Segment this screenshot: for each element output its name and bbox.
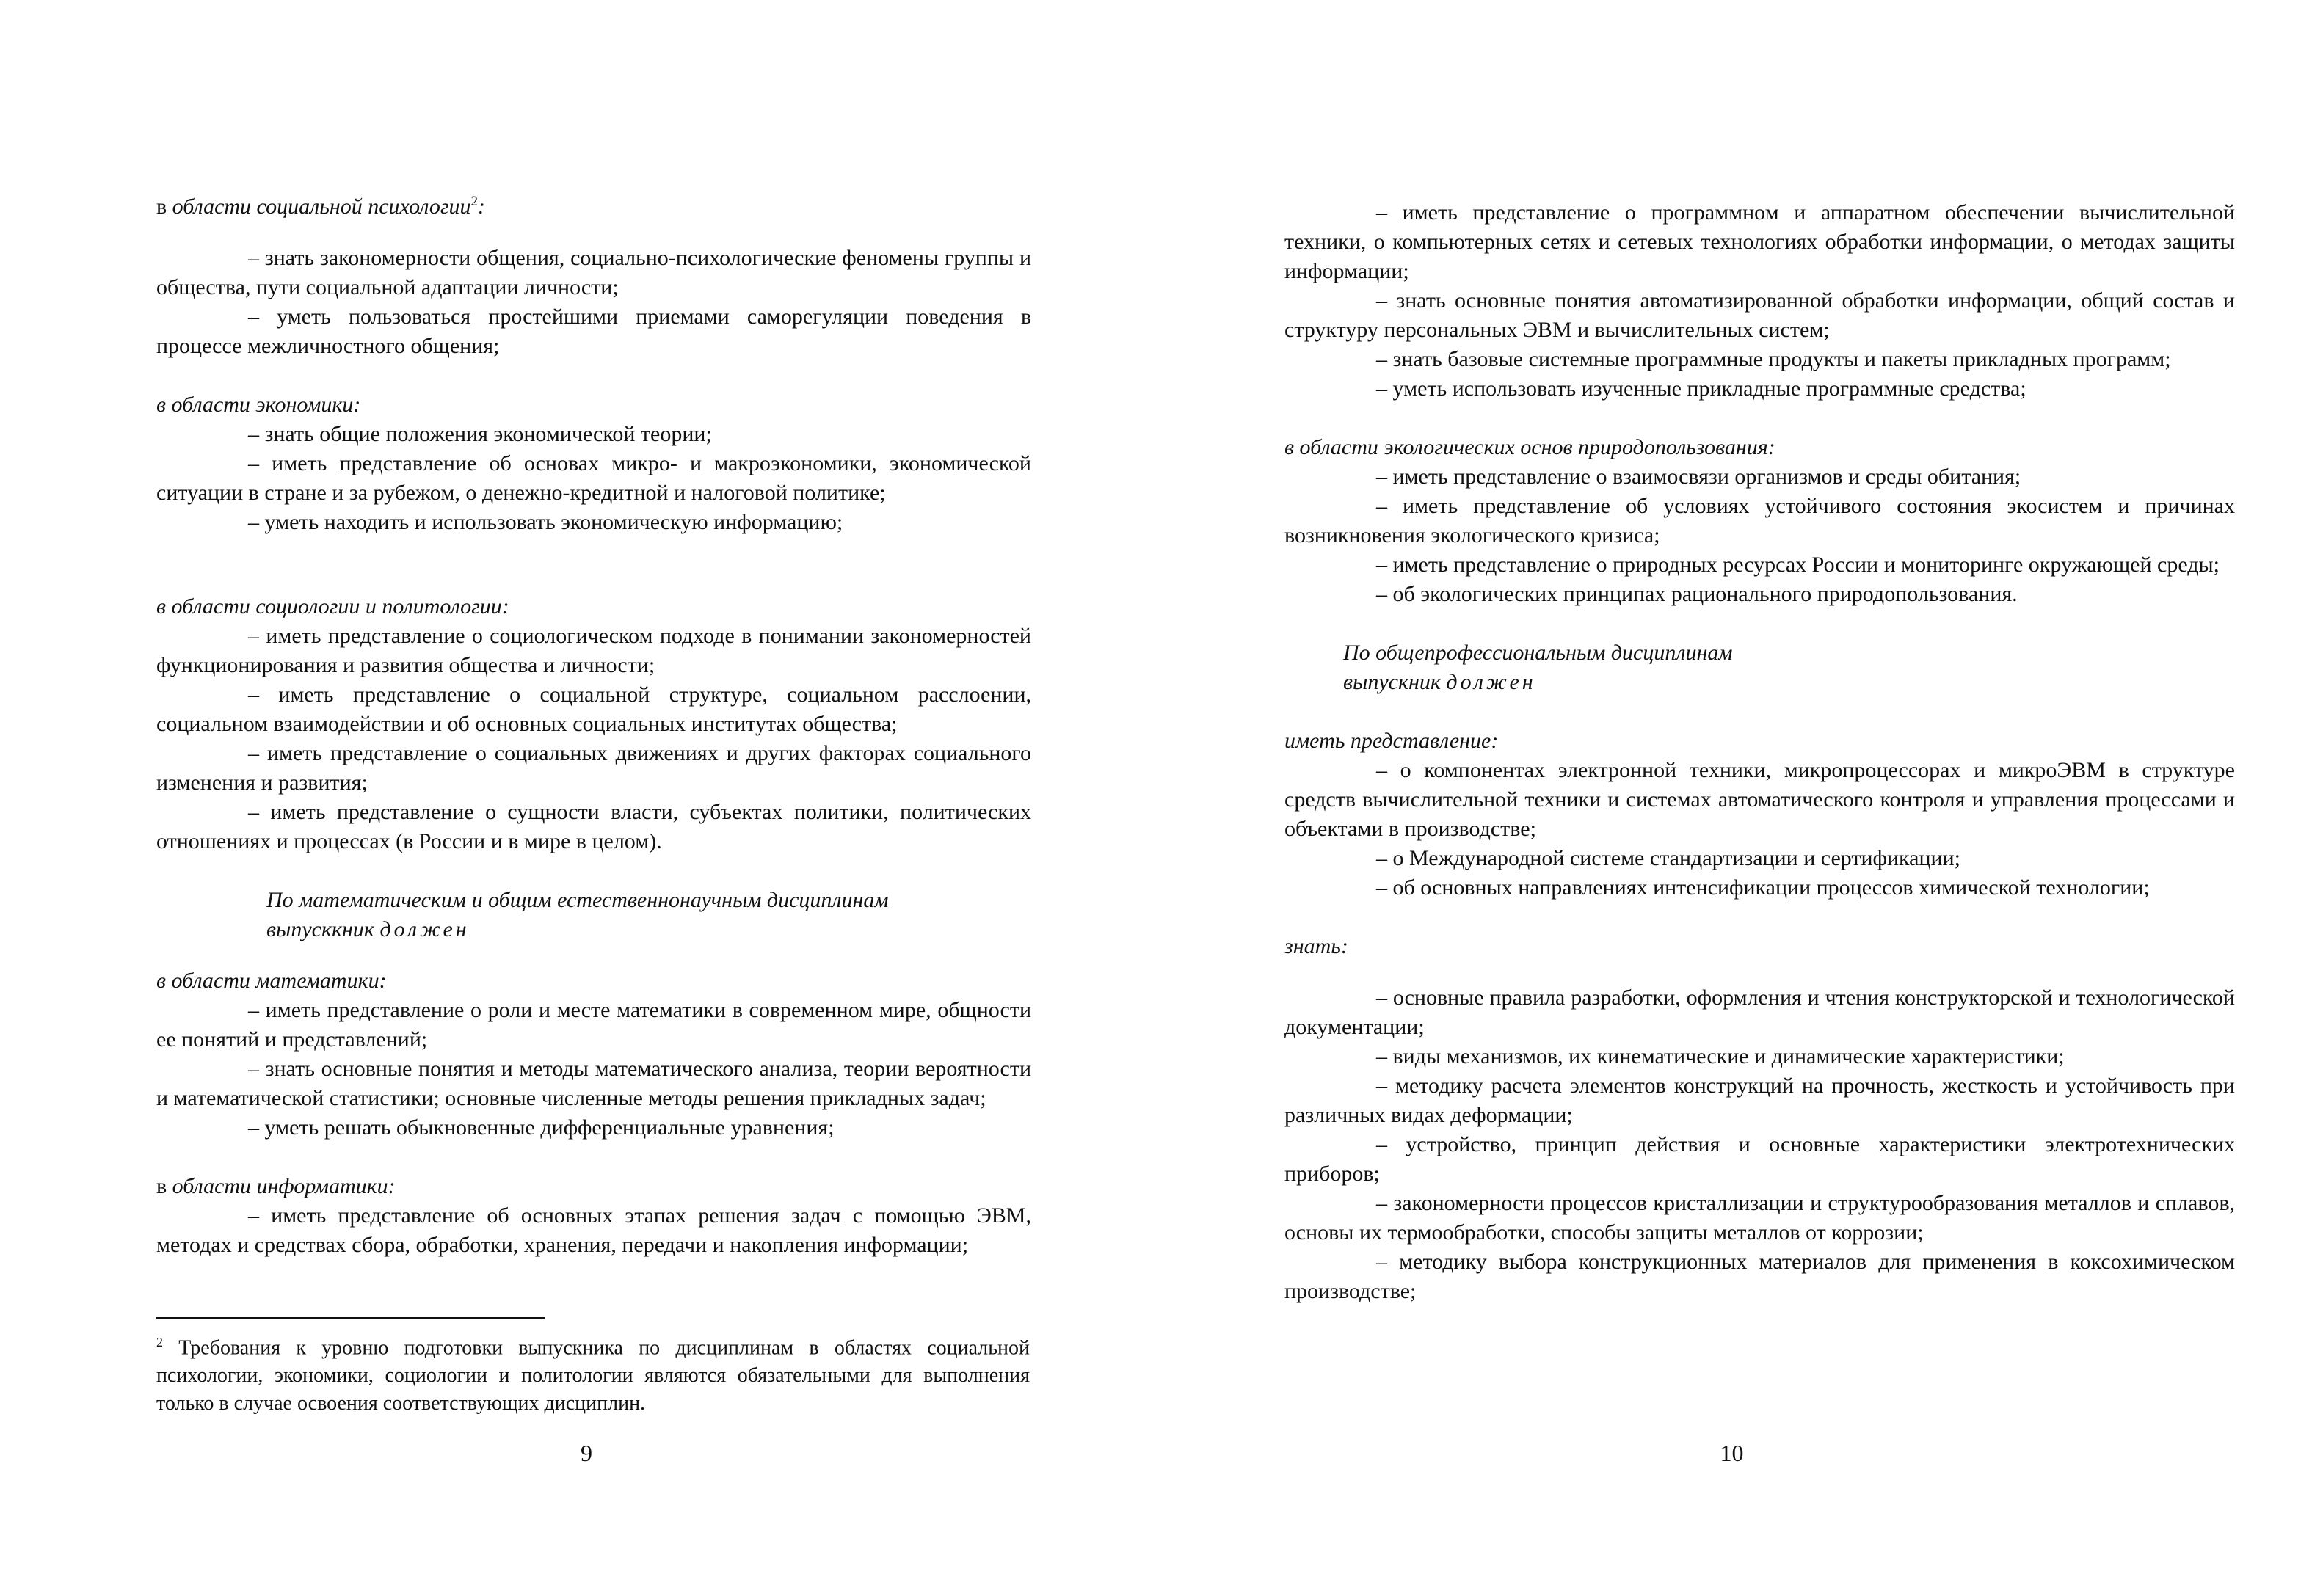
list-item: – об основных направлениях интенсификации процессов химической технологии; — [1376, 875, 2150, 900]
list-item: – о Международной системе стандартизации и сертификации; — [1376, 846, 1960, 870]
section-items — [156, 996, 1031, 1143]
section-heading-sociology: в области социологии и политологии: — [156, 594, 509, 619]
list-item: – методику расчета элементов конструкций на прочность, жесткость и устойчивость при различных видах деформации; — [1284, 1074, 2235, 1127]
discipline-heading: По общепрофессиональным дисциплинам — [1343, 641, 1733, 665]
list-item: – иметь представление о природных ресурсах России и мониторинге окружающей среды; — [1376, 553, 2220, 577]
list-item: – знать основные понятия и методы математического анализа, теории вероятности и математической статистики; основные численные методы решения прикладных задач; — [156, 1057, 1031, 1110]
list-item: – знать общие положения экономической теории; — [248, 422, 712, 446]
list-item: – иметь представление об условиях устойчивого состояния экосистем и причинах возникновения экологического кризиса; — [1284, 494, 2235, 547]
footnote-marker: 2 — [156, 1335, 163, 1349]
list-item: – уметь пользоваться простейшими приемами саморегуляции поведения в процессе межличностного общения; — [156, 305, 1031, 358]
section-heading-represent: иметь представление: — [1284, 729, 1499, 753]
list-item: – знать базовые системные программные продукты и пакеты прикладных программ; — [1376, 347, 2171, 371]
section-items — [156, 622, 1031, 856]
list-item: – уметь решать обыкновенные дифференциальные уравнения; — [248, 1115, 835, 1140]
list-item: – закономерности процессов кристаллизации и структурообразования металлов и сплавов, основы их термообработки, способы защиты металлов от коррозии; — [1284, 1191, 2235, 1245]
list-item: – об экологических принципах рационального природопользования. — [1376, 582, 2018, 606]
list-item: – о компонентах электронной техники, микропроцессорах и микроЭВМ в структуре средств вычислительной техники и системах автоматического контроля и управления процессами и объектами в производстве; — [1284, 758, 2235, 841]
list-item: – иметь представление об основных этапах решения задач с помощью ЭВМ, методах и средствах сбора, обработки, хранения, передачи и накопления информации; — [156, 1203, 1031, 1257]
list-item: – виды механизмов, их кинематические и динамические характеристики; — [1376, 1044, 2065, 1068]
footnote-divider — [156, 1317, 545, 1319]
list-item: – иметь представление о социальной структуре, социальном расслоении, социальном взаимодействии и об основных социальных институтах общества; — [156, 682, 1031, 736]
page-right — [1156, 0, 2312, 1596]
list-item: – уметь использовать изученные прикладные программные средства; — [1376, 376, 2026, 401]
list-item: – иметь представление о роли и месте математики в современном мире, общности ее понятий и представлений; — [156, 998, 1031, 1052]
section-items — [1284, 462, 2235, 609]
section-items — [156, 420, 1031, 537]
section-items-continued — [1284, 198, 2235, 404]
list-item: – основные правила разработки, оформления и чтения конструкторской и технологической документации; — [1284, 985, 2235, 1039]
footnote-ref[interactable]: 2 — [470, 194, 479, 209]
list-item: – иметь представление об основах микро- и макроэкономики, экономической ситуации в стране и за рубежом, о денежно-кредитной и налоговой политике; — [156, 451, 1031, 505]
page-number: 10 — [1720, 1440, 1744, 1466]
list-item: – иметь представление о взаимосвязи организмов и среды обитания; — [1376, 464, 2021, 489]
discipline-heading: По математическим и общим естественнонаучным дисциплинам — [266, 888, 889, 912]
section-heading-informatics: в области информатики: — [156, 1174, 396, 1198]
section-items — [156, 1201, 1031, 1260]
section-items — [156, 244, 1031, 361]
section-items — [1284, 756, 2235, 903]
list-item: – иметь представление о социологическом подходе в понимании закономерностей функционирования и развития общества и личности; — [156, 624, 1031, 677]
discipline-heading-line2: выпускник должен — [1343, 670, 1536, 694]
list-item: – устройство, принцип действия и основные характеристики электротехнических приборов; — [1284, 1132, 2235, 1186]
section-heading-ecology: в области экологических основ природопользования: — [1284, 435, 1775, 459]
section-items — [1284, 983, 2235, 1306]
list-item: – иметь представление о социальных движениях и других факторах социального изменения и развития; — [156, 741, 1031, 795]
list-item: – знать основные понятия автоматизированной обработки информации, общий состав и структуру персональных ЭВМ и вычислительных систем; — [1284, 288, 2235, 342]
section-heading-social-psychology: в области социальной психологии$^2$: — [156, 194, 486, 219]
section-heading-know: знать: — [1284, 934, 1348, 958]
section-heading-mathematics: в области математики: — [156, 969, 387, 993]
list-item: – иметь представление о программном и аппаратном обеспечении вычислительной техники, о компьютерных сетях и сетевых технологиях обработки информации, о методах защиты информации; — [1284, 200, 2235, 283]
footnote — [156, 1328, 1030, 1418]
section-heading-economics: в области экономики: — [156, 393, 361, 417]
discipline-heading-line2: выпусккник должен — [266, 917, 470, 941]
footnote-text: Требования к уровню подготовки выпускника по дисциплинам в областях социальной психологии, экономики, социологии и политологии являются обязательными для выполнения только в случае освоения соответствующих дисциплин. — [156, 1336, 1030, 1415]
list-item: – методику выбора конструкционных материалов для применения в коксохимическом производстве; — [1284, 1250, 2235, 1303]
page-number: 9 — [581, 1440, 592, 1466]
list-item: – знать закономерности общения, социально-психологические феномены группы и общества, пути социальной адаптации личности; — [156, 246, 1031, 299]
list-item: – уметь находить и использовать экономическую информацию; — [248, 510, 843, 534]
list-item: – иметь представление о сущности власти, субъектах политики, политических отношениях и процессах (в России и в мире в целом). — [156, 800, 1031, 853]
